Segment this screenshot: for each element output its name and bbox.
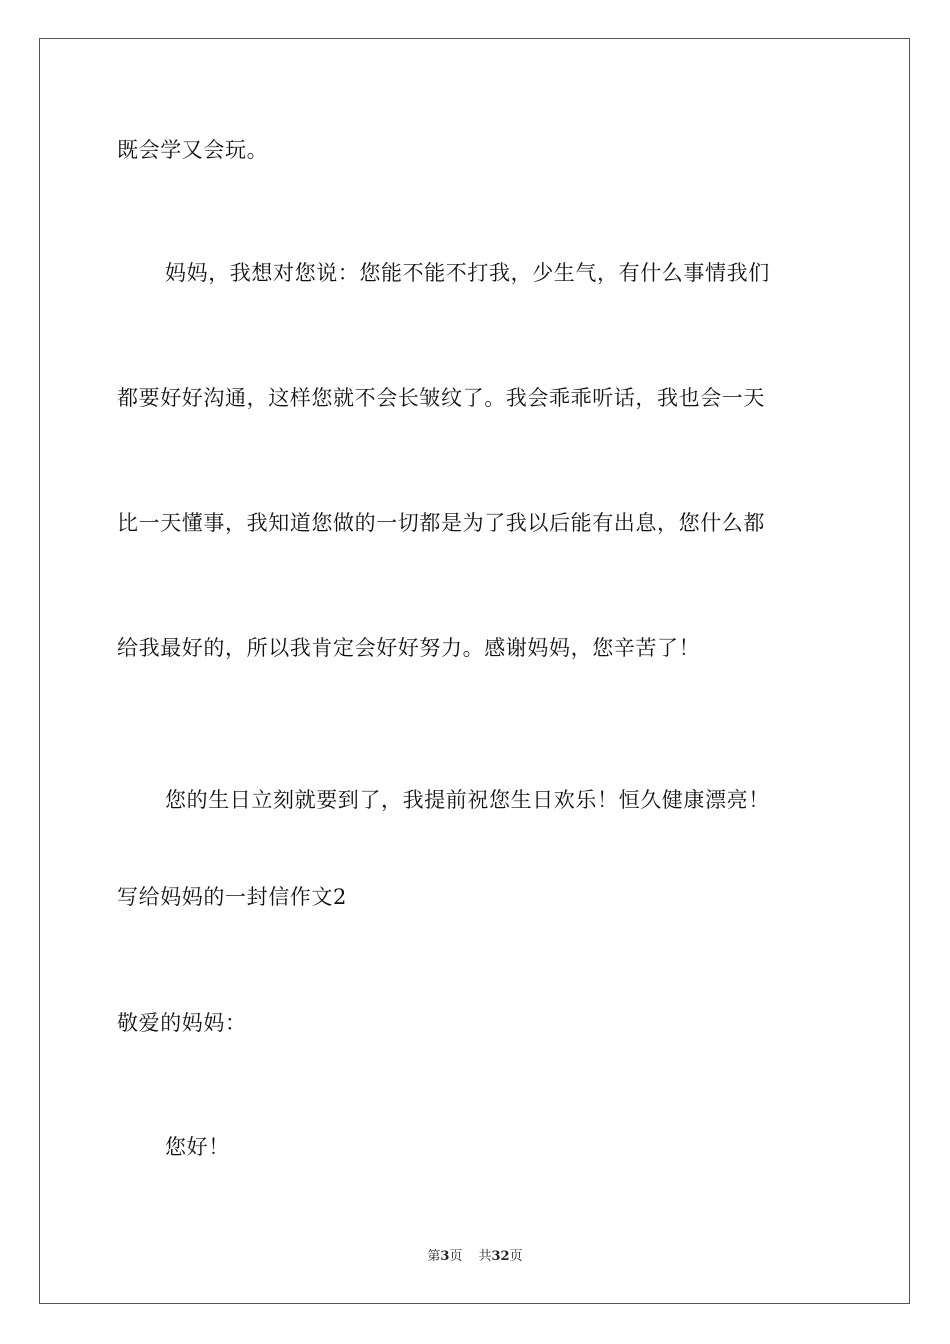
text-line: 既会学又会玩。 [117, 138, 269, 162]
paragraph-start: 您的生日立刻就要到了，我提前祝您生日欢乐！恒久健康漂亮！ [165, 788, 770, 812]
salutation: 敬爱的妈妈： [117, 1011, 247, 1035]
page-number: 3 [440, 1249, 450, 1264]
text-line: 给我最好的，所以我肯定会好好努力。感谢妈妈，您辛苦了！ [117, 636, 701, 660]
paragraph-start: 妈妈，我想对您说：您能不能不打我，少生气，有什么事情我们 [165, 261, 770, 285]
text-line: 都要好好沟通，这样您就不会长皱纹了。我会乖乖听话，我也会一天 [117, 386, 765, 410]
text-line: 比一天懂事，我知道您做的一切都是为了我以后能有出息，您什么都 [117, 511, 765, 535]
total-suffix: 页 [509, 1249, 523, 1264]
greeting: 您好！ [165, 1135, 230, 1159]
page-footer [0, 1248, 950, 1266]
total-pages: 32 [491, 1249, 510, 1264]
section-heading: 写给妈妈的一封信作文2 [117, 885, 347, 909]
page-suffix: 页 [449, 1249, 463, 1264]
page-prefix: 第 [427, 1249, 441, 1264]
page-frame [39, 38, 910, 1304]
total-prefix: 共 [478, 1249, 492, 1264]
